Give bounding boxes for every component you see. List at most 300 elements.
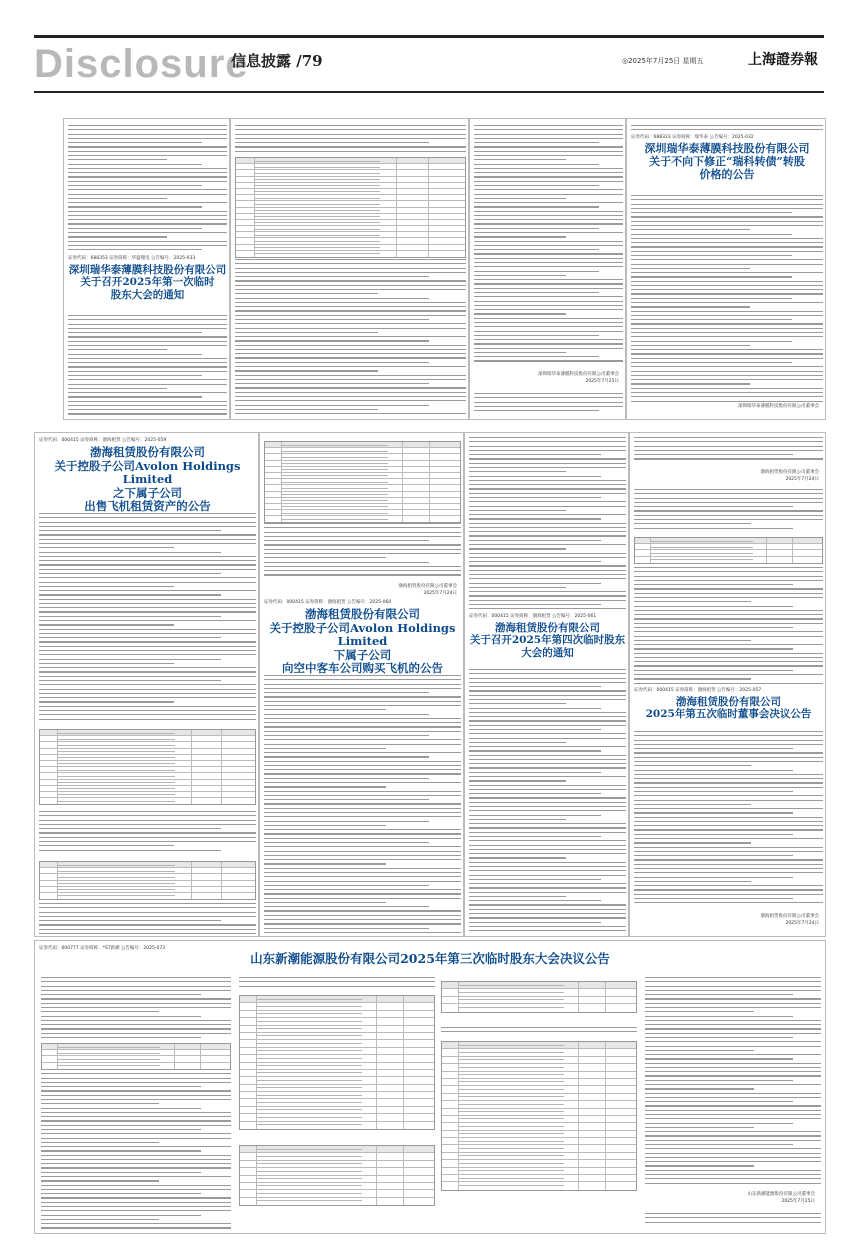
- text-line: [469, 527, 626, 528]
- notice-code: 证券代码：600777 证券简称：*ST新潮 公告编号：2025-073: [39, 946, 166, 951]
- table-row: [240, 1003, 434, 1010]
- text-line: [474, 176, 623, 177]
- notice-box-ruihuatai-meeting-cont: [230, 118, 469, 420]
- text-line: [469, 870, 626, 871]
- text-line: [469, 845, 626, 846]
- text-line: [474, 326, 623, 327]
- text-line: [264, 544, 461, 545]
- text-line: [441, 1027, 637, 1028]
- text-line: [41, 1020, 231, 1021]
- text-line: [41, 1069, 231, 1070]
- notice-code: 证券代码：000415 证券简称：渤海租赁 公告编号：2025-059: [39, 438, 167, 443]
- notice-title: 渤海租赁股份有限公司 关于控股子公司Avolon Holdings Limited 之下属子公司 出售飞机租赁资产的公告: [54, 445, 241, 514]
- table-row: [635, 557, 822, 563]
- text-line: [235, 263, 466, 264]
- text-line: [645, 1033, 821, 1034]
- notice-title: 深圳瑞华泰薄膜科技股份有限公司 关于不向下修正“瑞科转债”转股 价格的公告: [644, 141, 810, 181]
- text-line: [645, 1050, 754, 1051]
- text-line: [474, 275, 566, 276]
- text-line: [264, 902, 386, 903]
- notice-body-text: [239, 977, 435, 991]
- text-line: [41, 1082, 231, 1083]
- text-line: [235, 129, 466, 130]
- text-line: [469, 879, 601, 880]
- text-line: [634, 795, 823, 796]
- text-line: [68, 324, 227, 325]
- text-line: [41, 1133, 231, 1134]
- text-line: [645, 998, 821, 999]
- text-line: [264, 756, 429, 757]
- text-line: [631, 281, 823, 282]
- text-line: [469, 565, 626, 566]
- text-line: [235, 370, 378, 371]
- text-line: [264, 782, 461, 783]
- text-line: [41, 1146, 231, 1147]
- text-line: [68, 392, 227, 393]
- aircraft-table: [39, 725, 256, 809]
- table-row: [442, 1138, 636, 1145]
- text-line: [474, 228, 599, 229]
- text-line: [474, 146, 623, 147]
- text-line: [634, 584, 793, 585]
- text-line: [68, 401, 227, 402]
- text-line: [634, 834, 793, 835]
- text-line: [474, 296, 623, 297]
- text-line: [634, 623, 823, 624]
- voting-table: [441, 1037, 637, 1195]
- text-line: [645, 1020, 821, 1021]
- text-line: [645, 1011, 754, 1012]
- text-line: [264, 786, 386, 787]
- text-line: [634, 902, 823, 903]
- text-line: [631, 336, 823, 337]
- text-line: [469, 815, 601, 816]
- text-line: [469, 725, 626, 726]
- text-line: [235, 319, 429, 320]
- text-line: [634, 774, 823, 775]
- text-line: [474, 356, 599, 357]
- table-row: [240, 1176, 434, 1183]
- signature-board: 渤海租赁股份有限公司董事会 2025年7月24日: [398, 584, 457, 596]
- text-line: [264, 527, 461, 528]
- text-line: [645, 1084, 821, 1085]
- text-line: [631, 289, 823, 290]
- table-row: [40, 893, 255, 899]
- text-line: [469, 789, 626, 790]
- text-line: [631, 246, 823, 247]
- text-line: [39, 693, 256, 694]
- text-line: [645, 1213, 821, 1214]
- text-line: [264, 846, 461, 847]
- text-line: [68, 176, 227, 177]
- text-line: [631, 371, 823, 372]
- notice-code: 证券代码：000415 证券简称：渤海租赁 公告编号：2025-057: [634, 688, 762, 693]
- text-line: [474, 339, 623, 340]
- text-line: [469, 806, 626, 807]
- text-line: [264, 722, 461, 723]
- table-row: [442, 1042, 636, 1049]
- text-line: [235, 298, 429, 299]
- table-row: [236, 251, 465, 257]
- text-line: [41, 1103, 159, 1104]
- text-line: [41, 1193, 201, 1194]
- text-line: [645, 986, 821, 987]
- table-row: [240, 1122, 434, 1129]
- text-line: [645, 994, 793, 995]
- section-logo: Disclosure: [34, 42, 249, 86]
- text-line: [39, 667, 256, 668]
- text-line: [469, 832, 626, 833]
- text-line: [469, 690, 626, 691]
- text-line: [469, 810, 626, 811]
- text-line: [68, 146, 227, 147]
- text-line: [41, 1090, 231, 1091]
- text-line: [634, 502, 823, 503]
- text-line: [68, 236, 167, 237]
- text-line: [264, 523, 461, 524]
- text-line: [235, 383, 429, 384]
- text-line: [41, 1028, 231, 1029]
- text-line: [39, 590, 256, 591]
- text-line: [474, 271, 599, 272]
- table-row: [240, 1099, 434, 1106]
- table-row: [442, 1182, 636, 1189]
- text-line: [39, 671, 256, 672]
- text-line: [469, 583, 601, 584]
- text-line: [235, 289, 466, 290]
- table-row: [442, 1131, 636, 1138]
- table-row: [442, 1145, 636, 1152]
- text-line: [68, 198, 167, 199]
- table-row: [240, 1092, 434, 1099]
- text-line: [634, 580, 823, 581]
- text-line: [474, 406, 623, 407]
- text-line: [39, 586, 174, 587]
- notice-header: [634, 687, 823, 721]
- text-line: [235, 328, 466, 329]
- text-line: [631, 125, 823, 126]
- text-line: [474, 253, 623, 254]
- table-row: [240, 1070, 434, 1077]
- text-line: [41, 1150, 201, 1151]
- text-line: [235, 353, 466, 354]
- text-line: [68, 142, 202, 143]
- text-line: [39, 620, 256, 621]
- text-line: [469, 896, 566, 897]
- text-line: [474, 181, 623, 182]
- text-line: [39, 560, 256, 561]
- text-line: [39, 522, 256, 523]
- text-line: [264, 876, 461, 877]
- notice-body-text: [645, 977, 821, 1187]
- table-row: [442, 1004, 636, 1011]
- text-line: [469, 797, 626, 798]
- text-line: [235, 310, 466, 311]
- text-line: [469, 708, 601, 709]
- text-line: [474, 142, 599, 143]
- text-line: [469, 574, 626, 575]
- text-line: [264, 808, 461, 809]
- text-line: [474, 309, 623, 310]
- table-row: [240, 1040, 434, 1047]
- text-line: [634, 825, 823, 826]
- text-line: [68, 328, 227, 329]
- text-line: [634, 894, 823, 895]
- text-line: [41, 1095, 231, 1096]
- text-line: [634, 631, 823, 632]
- text-line: [645, 1183, 821, 1184]
- text-line: [645, 1118, 821, 1119]
- text-line: [68, 172, 227, 173]
- text-line: [41, 1086, 201, 1087]
- text-line: [634, 454, 793, 455]
- text-line: [469, 827, 626, 828]
- text-line: [645, 1148, 821, 1149]
- masthead-rule: [34, 91, 824, 93]
- text-line: [39, 850, 221, 851]
- text-line: [631, 259, 823, 260]
- text-line: [41, 1138, 231, 1139]
- text-line: [39, 616, 221, 617]
- text-line: [68, 319, 227, 320]
- text-line: [68, 249, 202, 250]
- text-line: [41, 1189, 231, 1190]
- text-line: [469, 883, 626, 884]
- text-line: [469, 802, 626, 803]
- text-line: [39, 697, 256, 698]
- text-line: [645, 1097, 821, 1098]
- text-line: [645, 1165, 754, 1166]
- text-line: [264, 532, 461, 533]
- text-line: [264, 829, 461, 830]
- text-line: [645, 1105, 821, 1106]
- text-line: [634, 636, 823, 637]
- text-line: [39, 641, 256, 642]
- text-line: [469, 776, 626, 777]
- table-row: [240, 1077, 434, 1084]
- text-line: [474, 283, 623, 284]
- text-line: [469, 703, 566, 704]
- notice-body-text: [469, 437, 626, 613]
- text-line: [469, 673, 626, 674]
- text-line: [41, 1108, 201, 1109]
- text-line: [634, 640, 751, 641]
- text-line: [474, 360, 623, 361]
- text-line: [469, 720, 626, 721]
- text-line: [41, 1129, 201, 1130]
- text-line: [469, 587, 566, 588]
- text-line: [631, 375, 823, 376]
- text-line: [68, 219, 227, 220]
- text-line: [235, 306, 466, 307]
- text-line: [469, 930, 626, 931]
- text-line: [634, 678, 751, 679]
- text-line: [634, 804, 751, 805]
- text-line: [264, 919, 461, 920]
- text-line: [634, 752, 823, 753]
- text-line: [634, 519, 823, 520]
- text-line: [469, 497, 601, 498]
- text-line: [39, 659, 221, 660]
- text-line: [469, 750, 601, 751]
- text-line: [645, 1131, 821, 1132]
- text-line: [264, 726, 461, 727]
- text-line: [469, 853, 626, 854]
- text-line: [39, 517, 256, 518]
- text-line: [634, 770, 793, 771]
- notice-body-text: [264, 675, 461, 934]
- text-line: [235, 340, 429, 341]
- text-line: [469, 900, 601, 901]
- text-line: [41, 1142, 159, 1143]
- table-row: [442, 1168, 636, 1175]
- table-row: [240, 996, 434, 1003]
- text-line: [264, 696, 461, 697]
- text-line: [634, 610, 823, 611]
- text-line: [634, 489, 823, 490]
- text-line: [264, 816, 461, 817]
- text-line: [634, 748, 793, 749]
- text-line: [68, 384, 227, 385]
- text-line: [469, 493, 626, 494]
- text-line: [631, 251, 823, 252]
- text-line: [264, 833, 461, 834]
- text-line: [469, 454, 601, 455]
- text-line: [39, 569, 256, 570]
- text-line: [474, 301, 623, 302]
- text-line: [68, 413, 227, 414]
- text-line: [469, 772, 601, 773]
- text-line: [68, 241, 227, 242]
- text-line: [645, 1135, 821, 1136]
- text-line: [469, 531, 626, 532]
- aircraft-table: [39, 857, 256, 904]
- text-line: [474, 206, 599, 207]
- text-line: [264, 910, 461, 911]
- text-line: [235, 302, 466, 303]
- signature-board: 渤海租赁股份有限公司董事会 2025年7月24日: [760, 470, 819, 482]
- text-line: [264, 821, 429, 822]
- text-line: [634, 670, 793, 671]
- table-row: [442, 1049, 636, 1056]
- text-line: [264, 752, 461, 753]
- text-line: [634, 864, 823, 865]
- notice-title: 深圳瑞华泰薄膜科技股份有限公司 关于召开2025年第一次临时 股东大会的通知: [68, 264, 227, 301]
- table-row: [240, 1183, 434, 1190]
- text-line: [634, 506, 793, 507]
- text-line: [645, 1222, 821, 1223]
- text-line: [41, 1112, 231, 1113]
- text-line: [469, 488, 626, 489]
- text-line: [634, 791, 793, 792]
- text-line: [41, 1227, 231, 1228]
- text-line: [634, 441, 823, 442]
- text-line: [634, 458, 823, 459]
- text-line: [469, 446, 626, 447]
- text-line: [41, 1099, 231, 1100]
- text-line: [264, 923, 461, 924]
- text-line: [264, 562, 429, 563]
- text-line: [239, 986, 435, 987]
- text-line: [645, 1093, 821, 1094]
- text-line: [631, 345, 750, 346]
- notice-code: 证券代码：688323 证券简称：瑞华泰 公告编号：2025-032: [631, 134, 754, 140]
- text-line: [474, 410, 599, 411]
- text-line: [634, 571, 823, 572]
- text-line: [39, 513, 256, 514]
- text-line: [469, 695, 626, 696]
- text-line: [634, 601, 751, 602]
- text-line: [39, 663, 174, 664]
- text-line: [474, 223, 623, 224]
- text-line: [68, 405, 227, 406]
- text-line: [631, 315, 823, 316]
- text-line: [41, 1033, 231, 1034]
- text-line: [39, 811, 256, 812]
- text-line: [469, 578, 626, 579]
- text-line: [68, 349, 167, 350]
- text-line: [68, 228, 202, 229]
- text-line: [264, 748, 386, 749]
- text-line: [235, 293, 378, 294]
- notice-title: 渤海租赁股份有限公司 2025年第五次临时董事会决议公告: [645, 696, 812, 721]
- text-line: [474, 198, 566, 199]
- text-line: [39, 815, 256, 816]
- aircraft-table: [264, 437, 461, 527]
- text-line: [474, 249, 599, 250]
- text-line: [469, 506, 626, 507]
- text-line: [634, 744, 823, 745]
- text-line: [634, 847, 823, 848]
- text-line: [469, 866, 626, 867]
- text-line: [645, 981, 821, 982]
- text-line: [634, 588, 823, 589]
- text-line: [634, 778, 823, 779]
- text-line: [39, 624, 174, 625]
- text-line: [631, 311, 823, 312]
- text-line: [631, 319, 792, 320]
- text-line: [645, 1028, 821, 1029]
- text-line: [264, 570, 461, 571]
- text-line: [235, 315, 466, 316]
- text-line: [39, 689, 256, 690]
- text-line: [469, 514, 626, 515]
- text-line: [469, 591, 626, 592]
- text-line: [41, 1215, 201, 1216]
- text-line: [634, 515, 823, 516]
- text-line: [264, 540, 429, 541]
- text-line: [39, 552, 221, 553]
- text-line: [469, 476, 601, 477]
- text-line: [235, 332, 378, 333]
- text-line: [68, 194, 227, 195]
- text-line: [68, 202, 227, 203]
- text-line: [41, 1003, 231, 1004]
- text-line: [469, 557, 626, 558]
- text-line: [39, 820, 256, 821]
- text-line: [469, 600, 626, 601]
- notice-body-text: [264, 523, 461, 579]
- text-line: [645, 1075, 821, 1076]
- notice-body-text: [474, 393, 623, 417]
- text-line: [474, 159, 566, 160]
- voting-table: [239, 1141, 435, 1210]
- text-line: [469, 561, 601, 562]
- notice-body-text: [41, 977, 231, 1039]
- text-line: [645, 1110, 821, 1111]
- text-line: [634, 885, 823, 886]
- text-line: [631, 212, 792, 213]
